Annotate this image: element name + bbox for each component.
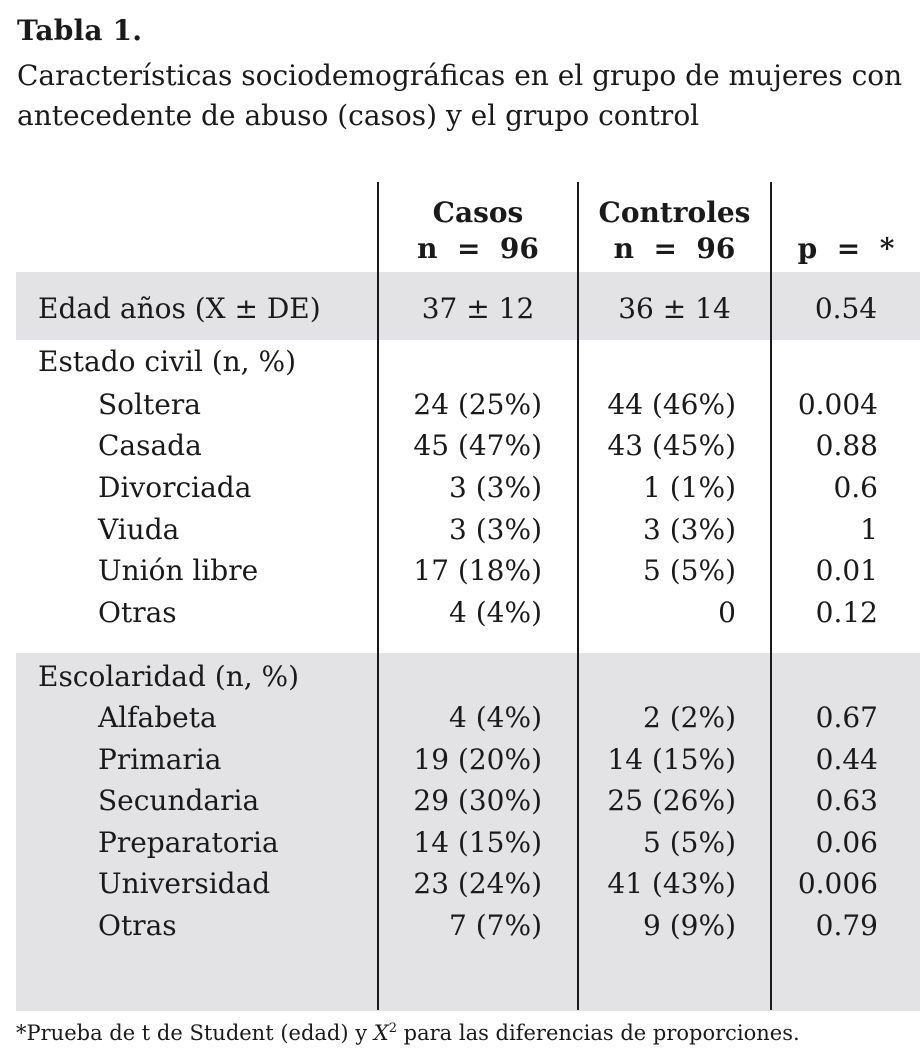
row-casos: 7 (7%): [449, 909, 542, 942]
caption-line-2: antecedente de abuso (casos) y el grupo control: [17, 99, 700, 132]
row-controles: 25 (26%): [607, 784, 736, 817]
table-row: [0, 592, 920, 634]
edad-row: [0, 288, 920, 330]
row-controles: 43 (45%): [607, 429, 736, 462]
row-p: 0.004: [797, 388, 878, 421]
footnote: [16, 1014, 800, 1048]
row-p: 0.06: [815, 826, 878, 859]
row-controles: 41 (43%): [607, 867, 736, 900]
escolaridad-heading-row: [0, 656, 920, 698]
row-controles: 0: [718, 596, 736, 629]
table-title: Tabla 1.: [17, 14, 143, 47]
table-caption: [17, 56, 917, 136]
row-label: Otras: [98, 909, 177, 942]
caption-line-1: Características sociodemográficas en el grupo de mujeres con: [17, 59, 903, 92]
row-casos: 19 (20%): [413, 743, 542, 776]
table-row: [0, 822, 920, 864]
edad-label: Edad años (X ± DE): [38, 292, 321, 325]
row-label: Soltera: [98, 388, 201, 421]
header-p: p = *: [797, 232, 895, 265]
row-p: 0.12: [815, 596, 878, 629]
footnote-post: para las diferencias de proporciones.: [397, 1021, 800, 1045]
table-row: [0, 467, 920, 509]
row-label: Primaria: [98, 743, 222, 776]
row-p: 0.006: [797, 867, 878, 900]
edad-p: 0.54: [814, 292, 878, 325]
table-row: [0, 739, 920, 781]
row-casos: 3 (3%): [449, 471, 542, 504]
table-row: [0, 863, 920, 905]
row-p: 0.44: [815, 743, 878, 776]
row-controles: 44 (46%): [607, 388, 736, 421]
table-row: [0, 697, 920, 739]
row-label: Divorciada: [98, 471, 252, 504]
row-casos: 4 (4%): [449, 596, 542, 629]
header-casos-n: n = 96: [417, 232, 539, 265]
row-label: Universidad: [98, 867, 271, 900]
row-controles: 1 (1%): [643, 471, 736, 504]
edad-casos: 37 ± 12: [421, 292, 535, 325]
row-p: 0.63: [815, 784, 878, 817]
row-casos: 17 (18%): [413, 554, 542, 587]
estado-civil-heading-row: [0, 341, 920, 383]
row-p: 1: [860, 513, 878, 546]
table-row: [0, 550, 920, 592]
header-controles-label: Controles: [598, 196, 751, 229]
row-controles: 5 (5%): [643, 826, 736, 859]
table-row: [0, 509, 920, 551]
header-controles: [579, 195, 770, 267]
footnote-symbol: X: [373, 1021, 389, 1045]
row-p: 0.01: [815, 554, 878, 587]
header-casos-label: Casos: [432, 196, 524, 229]
footnote-pre: *Prueba de t de Student (edad) y: [16, 1021, 374, 1045]
row-label: Casada: [98, 429, 202, 462]
header-casos: [379, 195, 577, 267]
row-casos: 14 (15%): [413, 826, 542, 859]
row-casos: 45 (47%): [413, 429, 542, 462]
row-casos: 4 (4%): [449, 701, 542, 734]
row-label: Viuda: [98, 513, 180, 546]
table-row: [0, 780, 920, 822]
row-casos: 29 (30%): [413, 784, 542, 817]
row-label: Otras: [98, 596, 177, 629]
table-row: [0, 425, 920, 467]
header-controles-n: n = 96: [613, 232, 736, 265]
footnote-sup: 2: [388, 1021, 397, 1036]
row-casos: 23 (24%): [413, 867, 542, 900]
row-p: 0.79: [815, 909, 878, 942]
row-controles: 14 (15%): [607, 743, 736, 776]
escolaridad-heading: Escolaridad (n, %): [38, 660, 300, 693]
row-p: 0.88: [815, 429, 878, 462]
edad-controles: 36 ± 14: [618, 292, 731, 325]
row-controles: 2 (2%): [643, 701, 736, 734]
row-label: Unión libre: [98, 554, 259, 587]
row-controles: 5 (5%): [643, 554, 736, 587]
row-label: Alfabeta: [98, 701, 217, 734]
row-label: Preparatoria: [98, 826, 279, 859]
row-controles: 9 (9%): [643, 909, 736, 942]
row-casos: 24 (25%): [413, 388, 542, 421]
table-row: [0, 384, 920, 426]
row-label: Secundaria: [98, 784, 260, 817]
row-controles: 3 (3%): [643, 513, 736, 546]
row-p: 0.6: [833, 471, 878, 504]
table-row: [0, 905, 920, 947]
estado-civil-heading: Estado civil (n, %): [38, 345, 296, 378]
row-casos: 3 (3%): [449, 513, 542, 546]
row-p: 0.67: [815, 701, 878, 734]
